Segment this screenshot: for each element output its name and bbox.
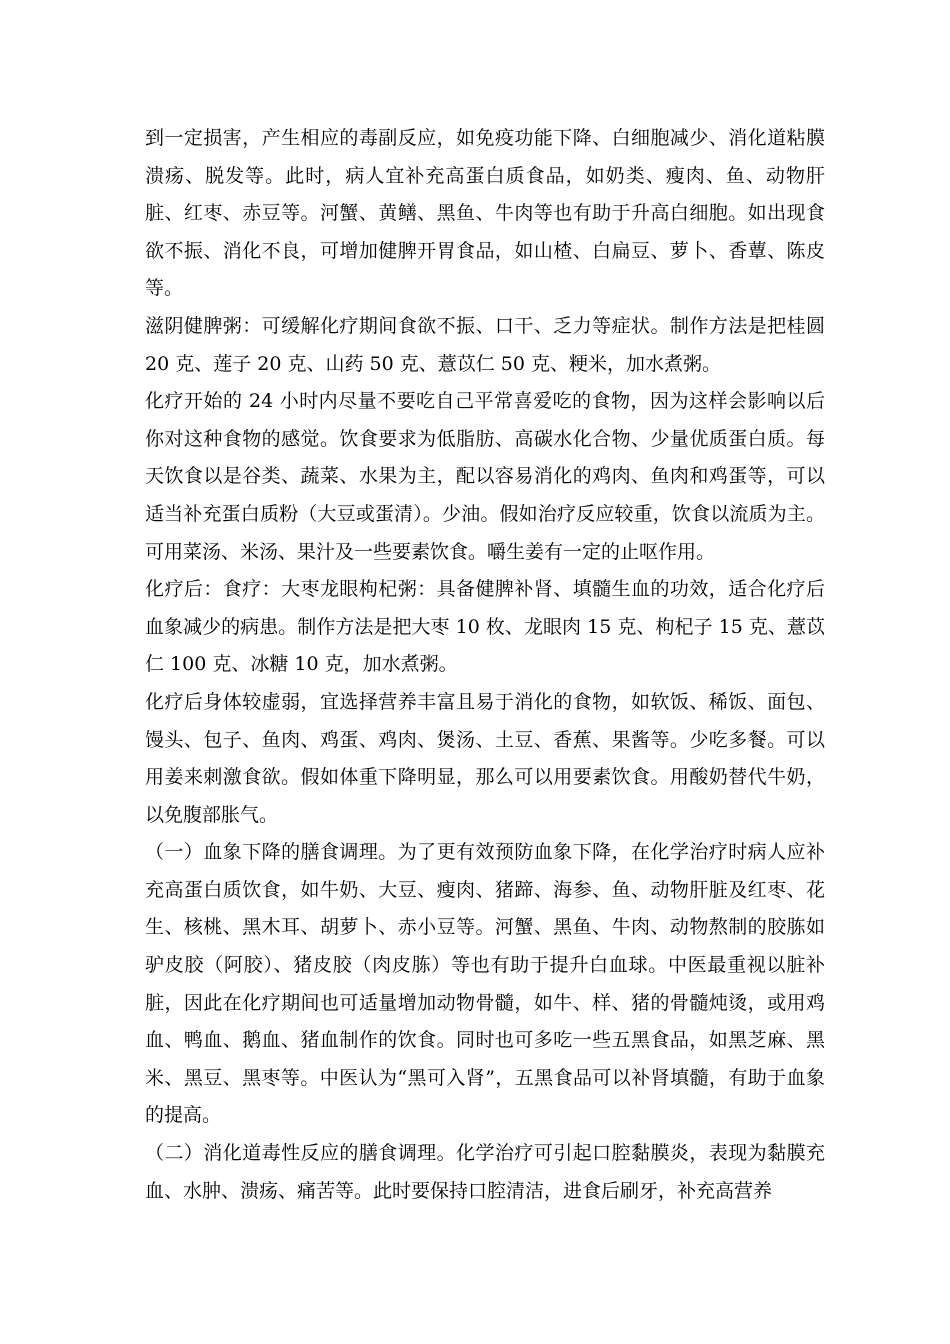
paragraph-side-effects: 到一定损害，产生相应的毒副反应，如免疫功能下降、白细胞减少、消化道粘膜溃疡、脱发等。此时，病人宜补充高蛋白质食品，如奶类、瘦肉、鱼、动物肝脏、红枣、赤豆等。河蟹、黄鳝、黑鱼、牛肉等也有助于升高白细胞。如出现食欲不振、消化不良，可增加健脾开胃食品，如山楂、白扁豆、萝卜、香蕈、陈皮等。 (145, 127, 825, 300)
paragraph-blood-count-diet: （一）血象下降的膳食调理。为了更有效预防血象下降，在化学治疗时病人应补充高蛋白质饮食，如牛奶、大豆、瘦肉、猪蹄、海参、鱼、动物肝脏及红枣、花生、核桃、黑木耳、胡萝卜、赤小豆等。河蟹、黑鱼、牛肉、动物熬制的胶胨如驴皮胶（阿胶）、猪皮胶（肉皮胨）等也有助于提升白血球。中医最重视以脏补脏，因此在化疗期间也可适量增加动物骨髓，如牛、样、猪的骨髓炖烫，或用鸡血、鸭血、鹅血、猪血制作的饮食。同时也可多吃一些五黑食品，如黑芝麻、黑米、黑豆、黑枣等。中医认为“黑可入肾”，五黑食品可以补肾填髓，有助于血象的提高。 (145, 841, 825, 1127)
paragraph-diet-during-chemo: 化疗开始的 24 小时内尽量不要吃自己平常喜爱吃的食物，因为这样会影响以后你对这种食物的感觉。饮食要求为低脂肪、高碳水化合物、少量优质蛋白质。每天饮食以是谷类、蔬菜、水果为主，配以容易消化的鸡肉、鱼肉和鸡蛋等，可以适当补充蛋白质粉（大豆或蛋清）。少油。假如治疗反应较重，饮食以流质为主。可用菜汤、米汤、果汁及一些要素饮食。嚼生姜有一定的止呕作用。 (145, 390, 825, 563)
paragraph-digestive-toxicity-diet: （二）消化道毒性反应的膳食调理。化学治疗可引起口腔黏膜炎，表现为黏膜充血、水肿、溃疡、痛苦等。此时要保持口腔清洁，进食后刷牙，补充高营养 (145, 1142, 825, 1202)
paragraph-nourishing-porridge: 滋阴健脾粥：可缓解化疗期间食欲不振、口干、乏力等症状。制作方法是把桂圆 20 克、莲子 20 克、山药 50 克、薏苡仁 50 克、粳米，加水煮粥。 (145, 314, 825, 375)
document-body (145, 120, 825, 1210)
paragraph-post-chemo-porridge: 化疗后：食疗：大枣龙眼枸杞粥：具备健脾补肾、填髓生血的功效，适合化疗后血象减少的病患。制作方法是把大枣 10 枚、龙眼肉 15 克、枸杞子 15 克、薏苡仁 100 克、冰糖 10 克，加水煮粥。 (145, 578, 825, 676)
paragraph-post-chemo-diet: 化疗后身体较虚弱，宜选择营养丰富且易于消化的食物，如软饭、稀饭、面包、馒头、包子、鱼肉、鸡蛋、鸡肉、煲汤、土豆、香蕉、果酱等。少吃多餐。可以用姜来刺激食欲。假如体重下降明显，那么可以用要素饮食。用酸奶替代牛奶，以免腹部胀气。 (145, 690, 825, 826)
